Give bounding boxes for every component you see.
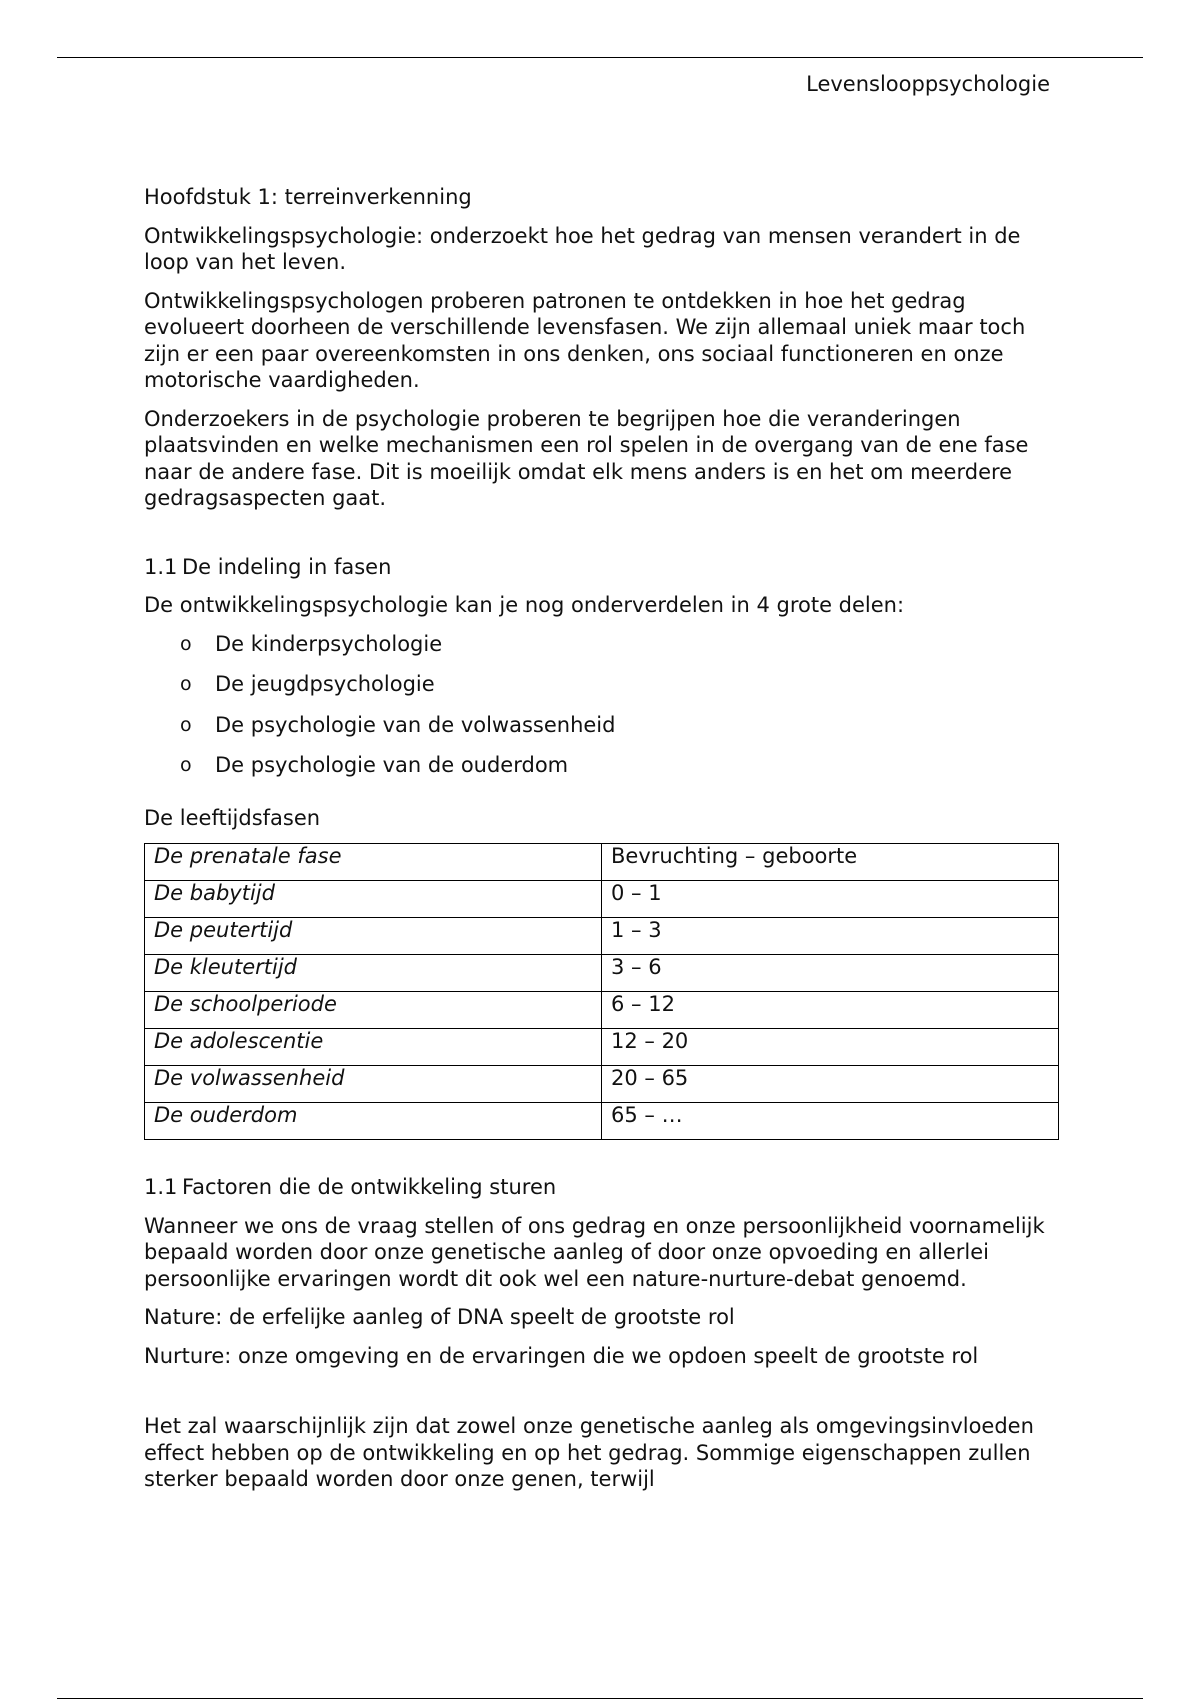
table-row <box>145 881 1059 918</box>
phase-cell: De ouderdom <box>145 1103 602 1140</box>
list-item-text: De kinderpsychologie <box>215 631 443 656</box>
age-cell: 1 – 3 <box>602 918 1059 955</box>
phase-list <box>144 631 1064 779</box>
bullet-marker: o <box>180 754 192 776</box>
section-number: 1.1 <box>144 554 178 579</box>
table-row <box>145 955 1059 992</box>
age-cell: 0 – 1 <box>602 881 1059 918</box>
table-row <box>145 1066 1059 1103</box>
bullet-marker: o <box>180 673 192 695</box>
table-row <box>145 1029 1059 1066</box>
paragraph: Nurture: onze omgeving en de ervaringen die we opdoen speelt de grootste rol <box>144 1343 979 1368</box>
phase-cell: De schoolperiode <box>145 992 602 1029</box>
section-title: De indeling in fasen <box>182 554 392 579</box>
list-item-text: De jeugdpsychologie <box>215 672 435 696</box>
running-header-title: Levenslooppsychologie <box>806 72 1050 96</box>
age-cell: Bevruchting – geboorte <box>602 844 1059 881</box>
bullet-marker: o <box>180 632 192 655</box>
table-row <box>145 992 1059 1029</box>
bullet-marker: o <box>180 713 192 736</box>
phase-cell: De kleutertijd <box>145 955 602 992</box>
paragraph: Het zal waarschijnlijk zijn dat zowel onze genetische aanleg als omgevingsinvloeden effect hebben op de ontwikkeling en op het gedrag. Sommige eigenschappen zullen sterker bepaald worden door onze genen, terwijl <box>144 1414 1034 1491</box>
phase-cell: De peutertijd <box>145 918 602 955</box>
document-body <box>144 184 1064 1505</box>
list-item <box>144 752 1064 779</box>
section-intro: De ontwikkelingspsychologie kan je nog onderverdelen in 4 grote delen: <box>144 593 905 617</box>
section-heading-indeling <box>144 554 1064 581</box>
chapter-title: Hoofdstuk 1: terreinverkenning <box>144 185 472 209</box>
phase-cell: De volwassenheid <box>145 1066 602 1103</box>
table-row <box>145 918 1059 955</box>
phase-cell: De adolescentie <box>145 1029 602 1066</box>
age-cell: 6 – 12 <box>602 992 1059 1029</box>
phase-cell: De babytijd <box>145 881 602 918</box>
age-cell: 65 – … <box>602 1103 1059 1140</box>
age-cell: 12 – 20 <box>602 1029 1059 1066</box>
list-item-text: De psychologie van de ouderdom <box>215 753 569 777</box>
list-item <box>144 631 1064 658</box>
paragraph: Ontwikkelingspsychologie: onderzoekt hoe het gedrag van mensen verandert in de loop van het leven. <box>144 223 1021 274</box>
footer-rule <box>57 1698 1143 1699</box>
table-row <box>145 1103 1059 1140</box>
section-number: 1.1 <box>144 1175 178 1199</box>
list-item <box>144 712 1064 739</box>
table-row <box>145 844 1059 881</box>
section-title: Factoren die de ontwikkeling sturen <box>182 1175 557 1199</box>
list-item-text: De psychologie van de volwassenheid <box>215 712 616 737</box>
age-cell: 3 – 6 <box>602 955 1059 992</box>
section-heading-factoren <box>144 1174 1064 1201</box>
age-phases-table <box>144 843 1059 1140</box>
paragraph: Ontwikkelingspsychologen proberen patronen te ontdekken in hoe het gedrag evolueert doorheen de verschillende levensfasen. We zijn allemaal uniek maar toch zijn er een paar overeenkomsten in ons denken, ons sociaal functioneren en onze motorische vaardigheden. <box>144 288 1026 392</box>
age-cell: 20 – 65 <box>602 1066 1059 1103</box>
list-item <box>144 671 1064 698</box>
paragraph: Wanneer we ons de vraag stellen of ons gedrag en onze persoonlijkheid voornamelijk bepaald worden door onze genetische aanleg of door onze opvoeding en allerlei persoonlijke ervaringen wordt dit ook wel een nature-nurture-debat genoemd. <box>144 1213 1045 1291</box>
phase-cell: De prenatale fase <box>145 844 602 881</box>
table-caption: De leeftijdsfasen <box>144 805 321 830</box>
paragraph: Onderzoekers in de psychologie proberen te begrijpen hoe die veranderingen plaatsvinden en welke mechanismen een rol spelen in de overgang van de ene fase naar de andere fase. Dit is moeilijk omdat elk mens anders is en het om meerdere gedragsaspecten gaat. <box>144 406 1029 510</box>
header-rule <box>57 57 1143 58</box>
paragraph: Nature: de erfelijke aanleg of DNA speelt de grootste rol <box>144 1305 735 1329</box>
